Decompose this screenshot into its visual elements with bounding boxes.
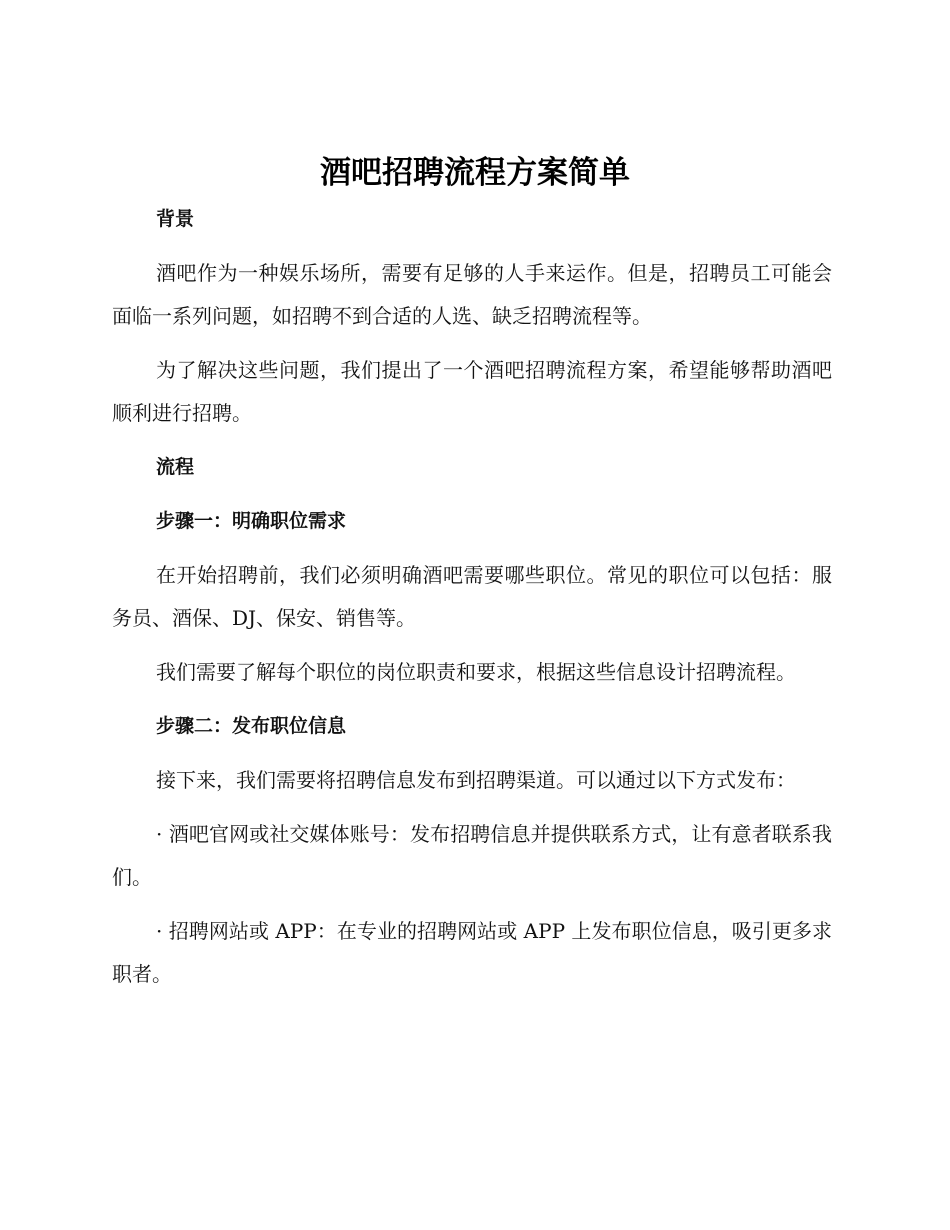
paragraph-background-2: 为了解决这些问题，我们提出了一个酒吧招聘流程方案，希望能够帮助酒吧顺利进行招聘。 [112, 358, 832, 425]
step1-heading: 步骤一：明确职位需求 [156, 510, 347, 532]
section-heading-background: 背景 [156, 208, 195, 230]
bullet-item-job-sites: · 招聘网站或 APP：在专业的招聘网站或 APP 上发布职位信息，吸引更多求职者。 [112, 919, 832, 986]
paragraph-background-1: 酒吧作为一种娱乐场所，需要有足够的人手来运作。但是，招聘员工可能会面临一系列问题，如招聘不到合适的人选、缺乏招聘流程等。 [112, 261, 832, 328]
paragraph-step1-1: 在开始招聘前，我们必须明确酒吧需要哪些职位。常见的职位可以包括：服务员、酒保、DJ、保安、销售等。 [112, 563, 832, 630]
document-title: 酒吧招聘流程方案简单 [320, 155, 630, 191]
section-heading-process: 流程 [156, 456, 195, 478]
document-body [112, 198, 832, 1007]
paragraph-step2-1: 接下来，我们需要将招聘信息发布到招聘渠道。可以通过以下方式发布： [156, 768, 796, 792]
paragraph-step1-2: 我们需要了解每个职位的岗位职责和要求，根据这些信息设计招聘流程。 [156, 660, 796, 684]
step2-heading: 步骤二：发布职位信息 [156, 715, 347, 737]
bullet-item-official-social: · 酒吧官网或社交媒体账号：发布招聘信息并提供联系方式，让有意者联系我们。 [112, 822, 832, 889]
